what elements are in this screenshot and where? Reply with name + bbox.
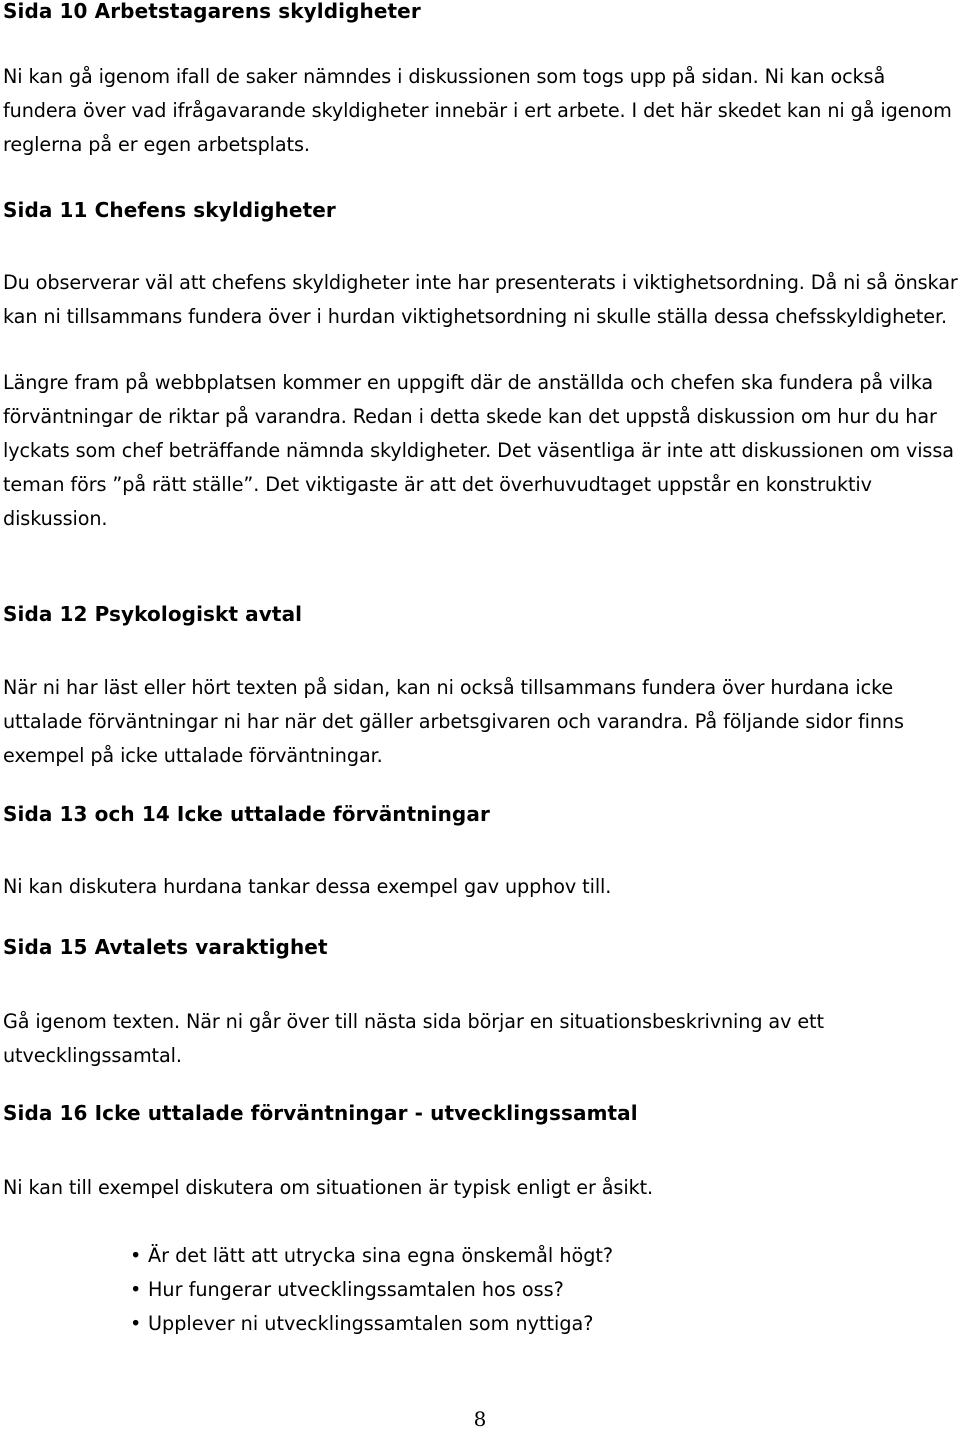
section-paragraph: Ni kan gå igenom ifall de saker nämndes i diskussionen som togs upp på sidan. Ni kan också fundera över vad ifrågavarande skyldigheter innebär i ert arbete. I det här skedet kan ni gå igenom reglerna på er egen arbetsplats. xyxy=(3,65,952,156)
section-15 xyxy=(3,930,958,1073)
bullet-text: Hur fungerar utvecklingssamtalen hos oss? xyxy=(148,1278,564,1301)
bullet-item xyxy=(130,1273,613,1307)
section-paragraph: Ni kan diskutera hurdana tankar dessa exempel gav upphov till. xyxy=(3,875,612,898)
section-paragraph: Ni kan till exempel diskutera om situationen är typisk enligt er åsikt. xyxy=(3,1176,653,1199)
bullet-symbol: • xyxy=(130,1278,142,1301)
bullet-list xyxy=(130,1239,613,1341)
bullet-item xyxy=(130,1239,613,1273)
section-paragraph: När ni har läst eller hört texten på sidan, kan ni också tillsammans fundera över hurdana icke uttalade förväntningar ni har när det gäller arbetsgivaren och varandra. På följande sidor finns exempel på icke uttalade förväntningar. xyxy=(3,676,904,767)
bullet-item xyxy=(130,1307,613,1341)
page-number: 8 xyxy=(473,1407,487,1431)
section-heading: Sida 13 och 14 Icke uttalade förväntningar xyxy=(3,802,490,826)
bullet-symbol: • xyxy=(130,1312,142,1335)
bullet-symbol: • xyxy=(130,1244,142,1267)
section-heading: Sida 10 Arbetstagarens skyldigheter xyxy=(3,0,421,23)
section-16 xyxy=(3,1096,958,1205)
bullet-text: Är det lätt att utrycka sina egna önskemål högt? xyxy=(148,1244,614,1267)
section-paragraph: Gå igenom texten. När ni går över till nästa sida börjar en situationsbeskrivning av ett utvecklingssamtal. xyxy=(3,1010,824,1067)
section-13-14 xyxy=(3,797,958,904)
section-heading: Sida 16 Icke uttalade förväntningar - utvecklingssamtal xyxy=(3,1101,638,1125)
section-paragraph: Du observerar väl att chefens skyldigheter inte har presenterats i viktighetsordning. Då ni så önskar kan ni tillsammans fundera över i hurdan viktighetsordning ni skulle ställa dessa chefsskyldigheter. xyxy=(3,271,958,328)
section-heading: Sida 15 Avtalets varaktighet xyxy=(3,935,328,959)
section-12 xyxy=(3,597,958,773)
section-paragraph: Längre fram på webbplatsen kommer en uppgift där de anställda och chefen ska fundera på vilka förväntningar de riktar på varandra. Redan i detta skede kan det uppstå diskussion om hur du har lyckats som chef beträffande nämnda skyldigheter. Det väsentliga är inte att diskussionen om vissa teman förs ”på rätt ställe”. Det viktigaste är att det överhuvudtaget uppstår en konstruktiv diskussion. xyxy=(3,371,954,530)
section-11 xyxy=(3,193,958,536)
section-heading: Sida 11 Chefens skyldigheter xyxy=(3,198,336,222)
section-10 xyxy=(3,0,958,162)
section-heading: Sida 12 Psykologiskt avtal xyxy=(3,602,303,626)
bullet-text: Upplever ni utvecklingssamtalen som nyttiga? xyxy=(148,1312,594,1335)
